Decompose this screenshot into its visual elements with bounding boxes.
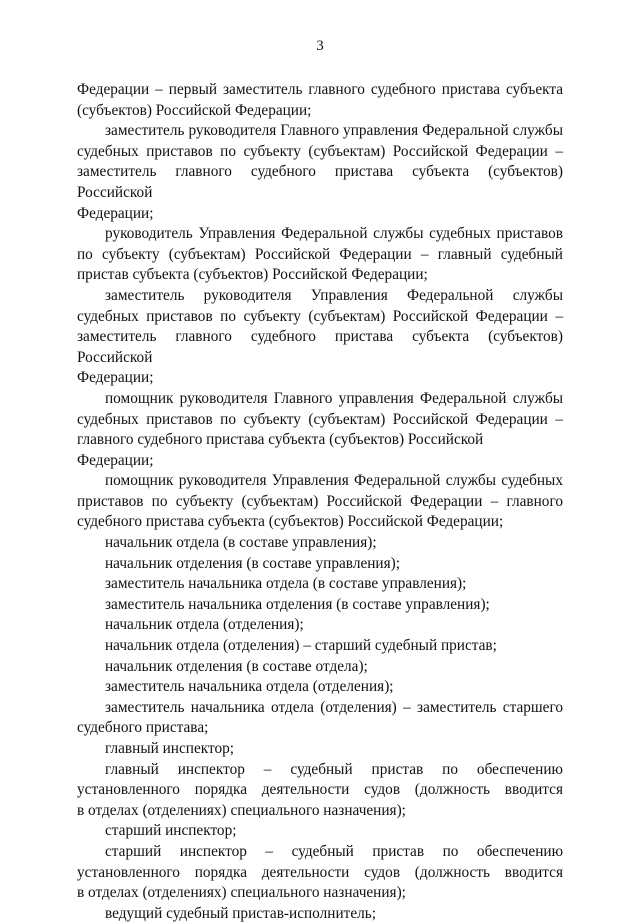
text-line: заместитель главного судебного пристава субъекта (субъектов) Российской	[77, 328, 563, 366]
text-line: главный инспектор – судебный пристав по обеспечению	[105, 760, 563, 778]
paragraph	[77, 574, 563, 595]
text-line: заместитель руководителя Главного управления Федеральной службы	[105, 122, 563, 140]
paragraph	[77, 842, 563, 904]
text-line: помощник руководителя Управления Федеральной службы судебных	[105, 472, 563, 490]
text-line: заместитель главного судебного пристава субъекта (субъектов) Российской	[77, 163, 563, 201]
paragraph	[77, 904, 563, 924]
text-line: начальник отдела (отделения) – старший судебный пристав;	[105, 637, 497, 655]
text-line: Федерации;	[77, 369, 154, 387]
text-line: заместитель начальника отделения (в составе управления);	[105, 595, 490, 613]
paragraph	[77, 595, 563, 616]
paragraph	[77, 80, 563, 121]
paragraph	[77, 389, 563, 471]
paragraph	[77, 821, 563, 842]
paragraph	[77, 121, 563, 224]
paragraph	[77, 698, 563, 739]
text-line: в отделах (отделениях) специального назначения);	[77, 884, 406, 902]
document-body	[77, 80, 563, 924]
text-line: судебного пристава;	[77, 719, 209, 737]
text-line: заместитель руководителя Управления Федеральной службы	[105, 286, 563, 304]
paragraph	[77, 636, 563, 657]
text-line: (субъектов) Российской Федерации;	[77, 101, 312, 119]
text-line: руководитель Управления Федеральной службы судебных приставов	[105, 225, 563, 243]
paragraph	[77, 533, 563, 554]
text-line: Федерации;	[77, 204, 154, 222]
text-line: судебных приставов по субъекту (субъектам) Российской Федерации –	[77, 142, 563, 160]
paragraph	[77, 657, 563, 678]
text-line: начальник отделения (в составе управления);	[105, 554, 401, 572]
text-line: начальник отделения (в составе отдела);	[105, 657, 368, 675]
text-line: приставов по субъекту (субъектам) Российской Федерации – главного	[77, 492, 563, 510]
text-line: судебных приставов по субъекту (субъектам) Российской Федерации –	[77, 307, 563, 325]
paragraph	[77, 615, 563, 636]
text-line: по субъекту (субъектам) Российской Федерации – главный судебный	[77, 245, 563, 263]
paragraph	[77, 760, 563, 822]
text-line: судебного пристава субъекта (субъектов) Российской Федерации;	[77, 513, 504, 531]
text-line: Федерации – первый заместитель главного судебного пристава субъекта	[77, 81, 563, 98]
paragraph	[77, 739, 563, 760]
text-line: главного судебного пристава субъекта (субъектов) Российской Федерации;	[77, 431, 484, 469]
page-number: 3	[316, 38, 324, 54]
paragraph	[77, 677, 563, 698]
paragraph	[77, 554, 563, 575]
text-line: старший инспектор – судебный пристав по обеспечению	[105, 842, 563, 860]
text-line: помощник руководителя Главного управления Федеральной службы	[105, 389, 563, 407]
text-line: старший инспектор;	[105, 822, 237, 840]
paragraph	[77, 286, 563, 389]
text-line: заместитель начальника отдела (отделения) – заместитель старшего	[105, 698, 563, 716]
text-line: установленного порядка деятельности судов (должность вводится	[77, 863, 563, 881]
paragraph	[77, 471, 563, 533]
text-line: установленного порядка деятельности судов (должность вводится	[77, 781, 563, 799]
text-line: ведущий судебный пристав-исполнитель;	[105, 904, 376, 922]
text-line: пристав субъекта (субъектов) Российской Федерации;	[77, 266, 428, 284]
text-line: начальник отдела (в составе управления);	[105, 534, 377, 552]
text-line: заместитель начальника отдела (в составе управления);	[105, 575, 467, 593]
paragraph	[77, 224, 563, 286]
text-line: главный инспектор;	[105, 740, 235, 757]
text-line: судебных приставов по субъекту (субъектам) Российской Федерации –	[77, 410, 563, 428]
text-line: в отделах (отделениях) специального назначения);	[77, 801, 406, 819]
text-line: начальник отдела (отделения);	[105, 616, 304, 634]
text-line: заместитель начальника отдела (отделения);	[105, 678, 394, 696]
